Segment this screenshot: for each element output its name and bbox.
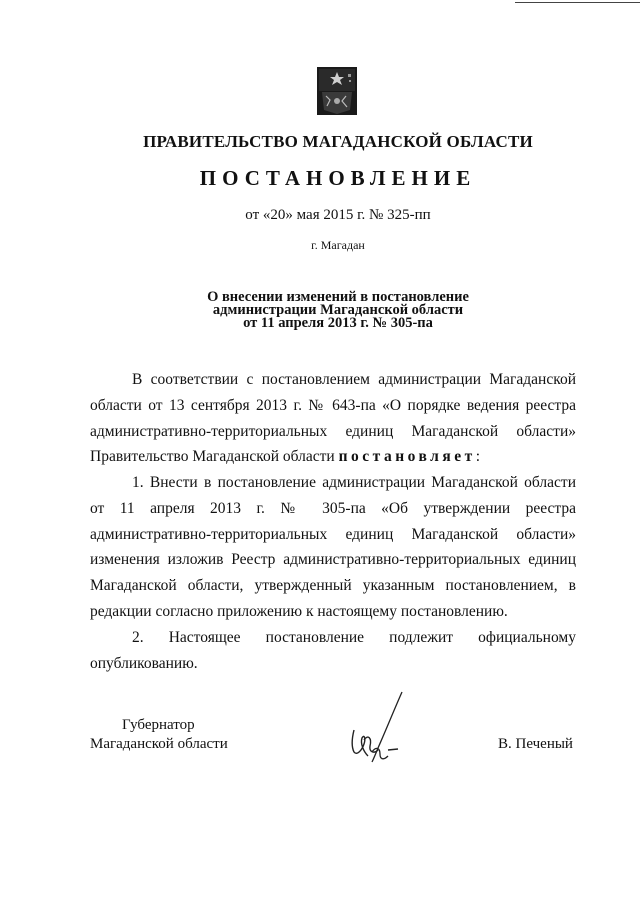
top-edge-line: [515, 2, 640, 3]
resolution-verb: постановляет: [338, 448, 476, 466]
item-2-word: Настоящее: [168, 629, 241, 646]
item-2-paragraph: [90, 625, 576, 677]
item-2-word: 2.: [132, 629, 144, 646]
intro-end: :: [475, 448, 481, 466]
item-1-paragraph: 1. Внести в постановление администрации Магаданской области от 11 апреля 2013 г. № 305-па «Об утверждении реестра административно-территориальных единиц Магаданской области» изменения изложив Реестр административно-территориальных единиц Магаданской области, утвержденный указанным постановлением, в редакции согласно приложению к настоящему постановлению.: [90, 474, 576, 620]
subject-line: администрации Магаданской области: [212, 302, 464, 318]
intro-paragraph: [90, 367, 576, 470]
item-2-word: постановление: [265, 629, 365, 646]
government-title: ПРАВИТЕЛЬСТВО МАГАДАНСКОЙ ОБЛАСТИ: [143, 132, 533, 151]
intro-text: В соответствии с постановлением администрации Магаданской области от 13 сентября 2013 г. № 643-па «О порядке ведения реестра административно-территориальных единиц Магаданской области» Правительство Магаданской области: [90, 371, 576, 466]
document-date-number: от «20» мая 2015 г. № 325-пп: [245, 207, 431, 223]
coat-of-arms-emblem: [316, 66, 358, 116]
item-2-last-line: опубликованию.: [90, 654, 198, 672]
document-city: г. Магадан: [311, 238, 365, 252]
subject-line: О внесении изменений в постановление: [207, 289, 469, 305]
item-2-first-line: [90, 625, 576, 651]
subject-line: от 11 апреля 2013 г. № 305-па: [243, 315, 433, 331]
item-2-word: официальному: [478, 629, 576, 646]
document-type-title: ПОСТАНОВЛЕНИЕ: [199, 166, 477, 190]
signatory-position: [90, 716, 228, 754]
document-subject: [0, 291, 640, 330]
signatory-position-line: Магаданской области: [90, 736, 228, 752]
item-2-word: подлежит: [389, 629, 454, 646]
handwritten-signature: [342, 690, 412, 770]
signatory-position-line: Губернатор: [122, 717, 195, 733]
signatory-name: В. Печеный: [498, 736, 573, 752]
